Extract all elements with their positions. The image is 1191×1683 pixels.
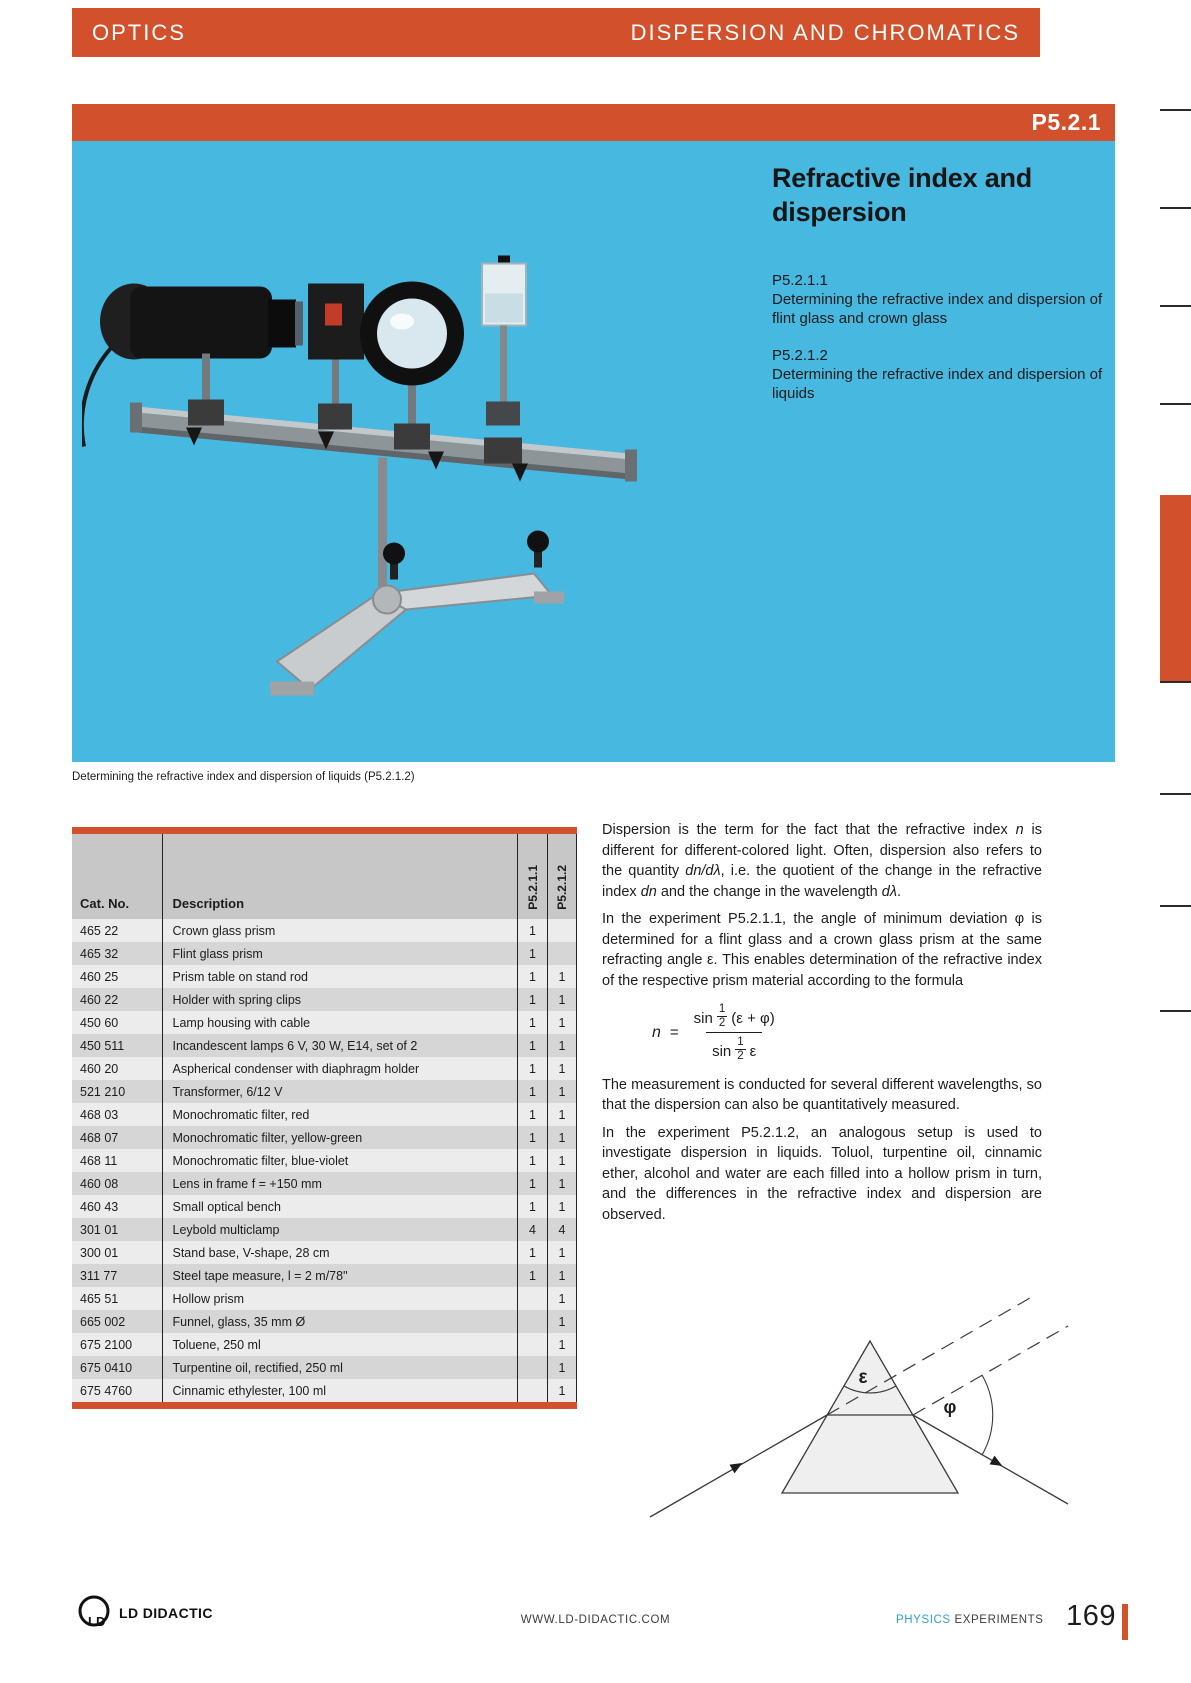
cell-qty-p5211: 1 <box>518 1264 548 1287</box>
footer-url: WWW.LD-DIDACTIC.COM <box>520 1614 671 1626</box>
cell-description: Steel tape measure, l = 2 m/78" <box>162 1264 518 1287</box>
cell-qty-p5212: 1 <box>548 1126 577 1149</box>
edge-tick <box>1160 207 1191 209</box>
experiment-item-1 <box>772 271 1104 328</box>
phi-arc <box>982 1375 993 1455</box>
footer-brand-physics: PHYSICS <box>896 1614 951 1626</box>
cell-cat-no: 460 43 <box>80 1199 119 1214</box>
table-row <box>72 965 577 988</box>
figure-caption: Determining the refractive index and dispersion of liquids (P5.2.1.2) <box>72 771 415 783</box>
cell-qty-p5211: 1 <box>518 1195 548 1218</box>
svg-text:LD: LD <box>88 1614 106 1629</box>
cell-qty-p5211: 1 <box>518 1103 548 1126</box>
page-number: 169 <box>1066 1600 1116 1632</box>
cell-qty-p5211: 1 <box>518 942 548 965</box>
table-row <box>72 1264 577 1287</box>
cell-qty-p5212: 1 <box>548 1149 577 1172</box>
table-row <box>72 1080 577 1103</box>
cell-description: Cinnamic ethylester, 100 ml <box>162 1379 518 1402</box>
phi-label: φ <box>943 1397 957 1417</box>
cell-description: Transformer, 6/12 V <box>162 1080 518 1103</box>
cell-cat-no: 468 11 <box>80 1153 118 1168</box>
table-row <box>72 1149 577 1172</box>
paragraph-experiment-1: In the experiment P5.2.1.1, the angle of minimum deviation φ is determined for a flint glass and a crown glass prism at the same refracting angle ε. This enables determination of the refractive index of the respective prism material according to the formula <box>602 911 1042 989</box>
parts-table-head <box>72 834 577 919</box>
page-header <box>72 8 1040 57</box>
cell-description: Leybold multiclamp <box>162 1218 518 1241</box>
cell-qty-p5211 <box>518 1356 548 1379</box>
table-row <box>72 1103 577 1126</box>
cell-description: Prism table on stand rod <box>162 965 518 988</box>
col-header-p5212: P5.2.1.2 <box>548 834 577 919</box>
table-row <box>72 1310 577 1333</box>
cell-cat-no: 675 2100 <box>80 1337 133 1352</box>
footer-brand-experiments: EXPERIMENTS <box>950 1614 1044 1626</box>
table-row <box>72 942 577 965</box>
table-row <box>72 1057 577 1080</box>
cell-description: Stand base, V-shape, 28 cm <box>162 1241 518 1264</box>
cell-qty-p5211 <box>518 1379 548 1402</box>
paragraph-experiment-2: In the experiment P5.2.1.2, an analogous setup is used to investigate dispersion in liquids. Toluol, turpentine oil, cinnamic ether, alcohol and water are each filled into a hollow prism in turn, and the differences in the refractive index and dispersion are observed. <box>602 1124 1042 1223</box>
cell-cat-no: 465 51 <box>80 1291 119 1306</box>
edge-tick <box>1160 905 1191 907</box>
cell-description: Small optical bench <box>162 1195 518 1218</box>
edge-tick <box>1160 1010 1191 1012</box>
table-row <box>72 1356 577 1379</box>
cell-cat-no: 301 01 <box>80 1222 119 1237</box>
half-fraction: 1 2 <box>737 1036 744 1062</box>
section-title: Refractive index and dispersion <box>772 163 1033 227</box>
hero-panel <box>72 141 1115 762</box>
cell-cat-no: 665 002 <box>80 1314 126 1329</box>
cell-description: Toluene, 250 ml <box>162 1333 518 1356</box>
incident-extension-dashed <box>827 1298 1030 1415</box>
cell-qty-p5211 <box>518 1310 548 1333</box>
exit-arrowhead <box>990 1456 1005 1471</box>
cell-description: Monochromatic filter, yellow-green <box>162 1126 518 1149</box>
edge-section-marker <box>1160 495 1191 681</box>
ld-didactic-logo <box>74 1593 213 1633</box>
edge-tick <box>1160 305 1191 307</box>
cell-qty-p5212: 1 <box>548 1103 577 1126</box>
cell-cat-no: 468 07 <box>80 1130 119 1145</box>
edge-tick <box>1160 403 1191 405</box>
experiment-code: P5.2.1.2 <box>772 347 828 364</box>
cell-qty-p5211: 1 <box>518 965 548 988</box>
cell-description: Turpentine oil, rectified, 250 ml <box>162 1356 518 1379</box>
hero-text <box>772 161 1104 421</box>
section-code: P5.2.1 <box>1031 109 1101 135</box>
prism-shape <box>782 1341 958 1493</box>
cell-qty-p5211 <box>518 1333 548 1356</box>
header-category: OPTICS <box>92 19 186 45</box>
table-bottom-rule <box>72 1402 577 1409</box>
cell-description: Hollow prism <box>162 1287 518 1310</box>
parallel-reference-dashed <box>913 1326 1068 1415</box>
experiment-photo <box>82 239 712 754</box>
epsilon-label: ε <box>858 1367 868 1388</box>
ld-logo-mark <box>74 1593 114 1633</box>
cell-qty-p5212 <box>548 919 577 942</box>
table-row <box>72 1333 577 1356</box>
table-row <box>72 1034 577 1057</box>
cell-qty-p5212: 1 <box>548 1310 577 1333</box>
table-row <box>72 988 577 1011</box>
cell-qty-p5211: 1 <box>518 1126 548 1149</box>
cell-qty-p5212: 1 <box>548 1034 577 1057</box>
table-top-rule <box>72 827 577 834</box>
cell-qty-p5212: 4 <box>548 1218 577 1241</box>
cell-qty-p5212: 1 <box>548 1241 577 1264</box>
cell-qty-p5211: 1 <box>518 1149 548 1172</box>
formula-equals: = <box>669 1023 679 1041</box>
cell-qty-p5212: 1 <box>548 1011 577 1034</box>
cell-cat-no: 465 22 <box>80 923 119 938</box>
cell-qty-p5212: 1 <box>548 1080 577 1103</box>
table-row <box>72 1195 577 1218</box>
formula-fraction: sin 1 2 (ε + φ) sin 1 2 ε <box>693 1003 775 1062</box>
cell-qty-p5212: 1 <box>548 965 577 988</box>
section-code-bar <box>72 104 1115 141</box>
prism-diagram <box>600 1295 1070 1525</box>
cell-qty-p5212: 1 <box>548 1195 577 1218</box>
cell-cat-no: 450 511 <box>80 1038 125 1053</box>
table-row <box>72 1218 577 1241</box>
footer-brand <box>896 1614 1044 1626</box>
cell-qty-p5212 <box>548 942 577 965</box>
power-cord <box>82 342 117 447</box>
cell-description: Holder with spring clips <box>162 988 518 1011</box>
half-fraction: 1 2 <box>718 1003 726 1029</box>
experiment-code: P5.2.1.1 <box>772 272 828 289</box>
table-row <box>72 1287 577 1310</box>
incident-arrowhead <box>730 1459 745 1474</box>
cell-cat-no: 450 60 <box>80 1015 119 1030</box>
table-row <box>72 1379 577 1402</box>
cell-cat-no: 521 210 <box>80 1084 126 1099</box>
cell-description: Funnel, glass, 35 mm Ø <box>162 1310 518 1333</box>
table-row <box>72 1126 577 1149</box>
cell-qty-p5212: 1 <box>548 988 577 1011</box>
cell-qty-p5212: 1 <box>548 1379 577 1402</box>
cell-qty-p5212: 1 <box>548 1057 577 1080</box>
cell-cat-no: 460 20 <box>80 1061 119 1076</box>
cell-cat-no: 460 25 <box>80 969 119 984</box>
cell-qty-p5211: 1 <box>518 1080 548 1103</box>
experiment-description: Determining the refractive index and dispersion of liquids <box>772 366 1103 402</box>
cell-description: Aspherical condenser with diaphragm holder <box>162 1057 518 1080</box>
paragraph-measurement: The measurement is conducted for several different wavelengths, so that the dispersion can also be quantitatively measured. <box>602 1076 1042 1114</box>
cell-description: Lamp housing with cable <box>162 1011 518 1034</box>
cell-qty-p5211: 1 <box>518 1034 548 1057</box>
col-header-cat-no: Cat. No. <box>80 896 130 911</box>
col-header-p5211: P5.2.1.1 <box>518 834 548 919</box>
cell-qty-p5212: 1 <box>548 1287 577 1310</box>
col-header-description: Description <box>162 834 518 919</box>
experiment-description: Determining the refractive index and dispersion of flint glass and crown glass <box>772 291 1103 327</box>
cell-cat-no: 675 0410 <box>80 1360 133 1375</box>
cell-qty-p5211: 1 <box>518 1172 548 1195</box>
experiment-item-2 <box>772 346 1104 403</box>
cell-qty-p5211 <box>518 1287 548 1310</box>
table-row <box>72 1241 577 1264</box>
parts-table <box>72 827 577 1409</box>
cell-description: Monochromatic filter, red <box>162 1103 518 1126</box>
edge-tick <box>1160 793 1191 795</box>
cell-cat-no: 460 08 <box>80 1176 119 1191</box>
cell-description: Monochromatic filter, blue-violet <box>162 1149 518 1172</box>
ld-logo-text: LD DIDACTIC <box>119 1605 213 1621</box>
cell-qty-p5211: 1 <box>518 919 548 942</box>
cell-cat-no: 300 01 <box>80 1245 119 1260</box>
cell-qty-p5211: 1 <box>518 988 548 1011</box>
description-column <box>602 820 1042 1232</box>
table-row <box>72 1172 577 1195</box>
cell-qty-p5211: 1 <box>518 1241 548 1264</box>
formula-lhs: n <box>652 1023 661 1041</box>
cell-cat-no: 675 4760 <box>80 1383 133 1398</box>
cell-description: Lens in frame f = +150 mm <box>162 1172 518 1195</box>
refraction-formula <box>652 1003 1042 1063</box>
cell-cat-no: 468 03 <box>80 1107 119 1122</box>
header-chapter: DISPERSION AND CHROMATICS <box>630 19 1020 45</box>
page-number-accent-bar <box>1122 1604 1128 1640</box>
cell-qty-p5211: 1 <box>518 1057 548 1080</box>
table-row <box>72 1011 577 1034</box>
cell-qty-p5212: 1 <box>548 1356 577 1379</box>
cell-cat-no: 460 22 <box>80 992 119 1007</box>
edge-tick <box>1160 681 1191 683</box>
cell-qty-p5212: 1 <box>548 1172 577 1195</box>
cell-description: Incandescent lamps 6 V, 30 W, E14, set of 2 <box>162 1034 518 1057</box>
cell-qty-p5212: 1 <box>548 1333 577 1356</box>
cell-description: Crown glass prism <box>162 919 518 942</box>
cell-cat-no: 311 77 <box>80 1268 118 1283</box>
cell-qty-p5211: 4 <box>518 1218 548 1241</box>
paragraph-dispersion: Dispersion is the term for the fact that the refractive index n is different for different-colored light. Often, dispersion also refers to the quantity dn/dλ, i.e. the quotient of the change in the refractive index dn and the change in the wavelength dλ. <box>602 822 1042 900</box>
cell-cat-no: 465 32 <box>80 946 119 961</box>
table-row <box>72 919 577 942</box>
cell-description: Flint glass prism <box>162 942 518 965</box>
edge-tick <box>1160 109 1191 111</box>
cell-qty-p5212: 1 <box>548 1264 577 1287</box>
parts-table-body <box>72 919 577 1402</box>
cell-qty-p5211: 1 <box>518 1011 548 1034</box>
